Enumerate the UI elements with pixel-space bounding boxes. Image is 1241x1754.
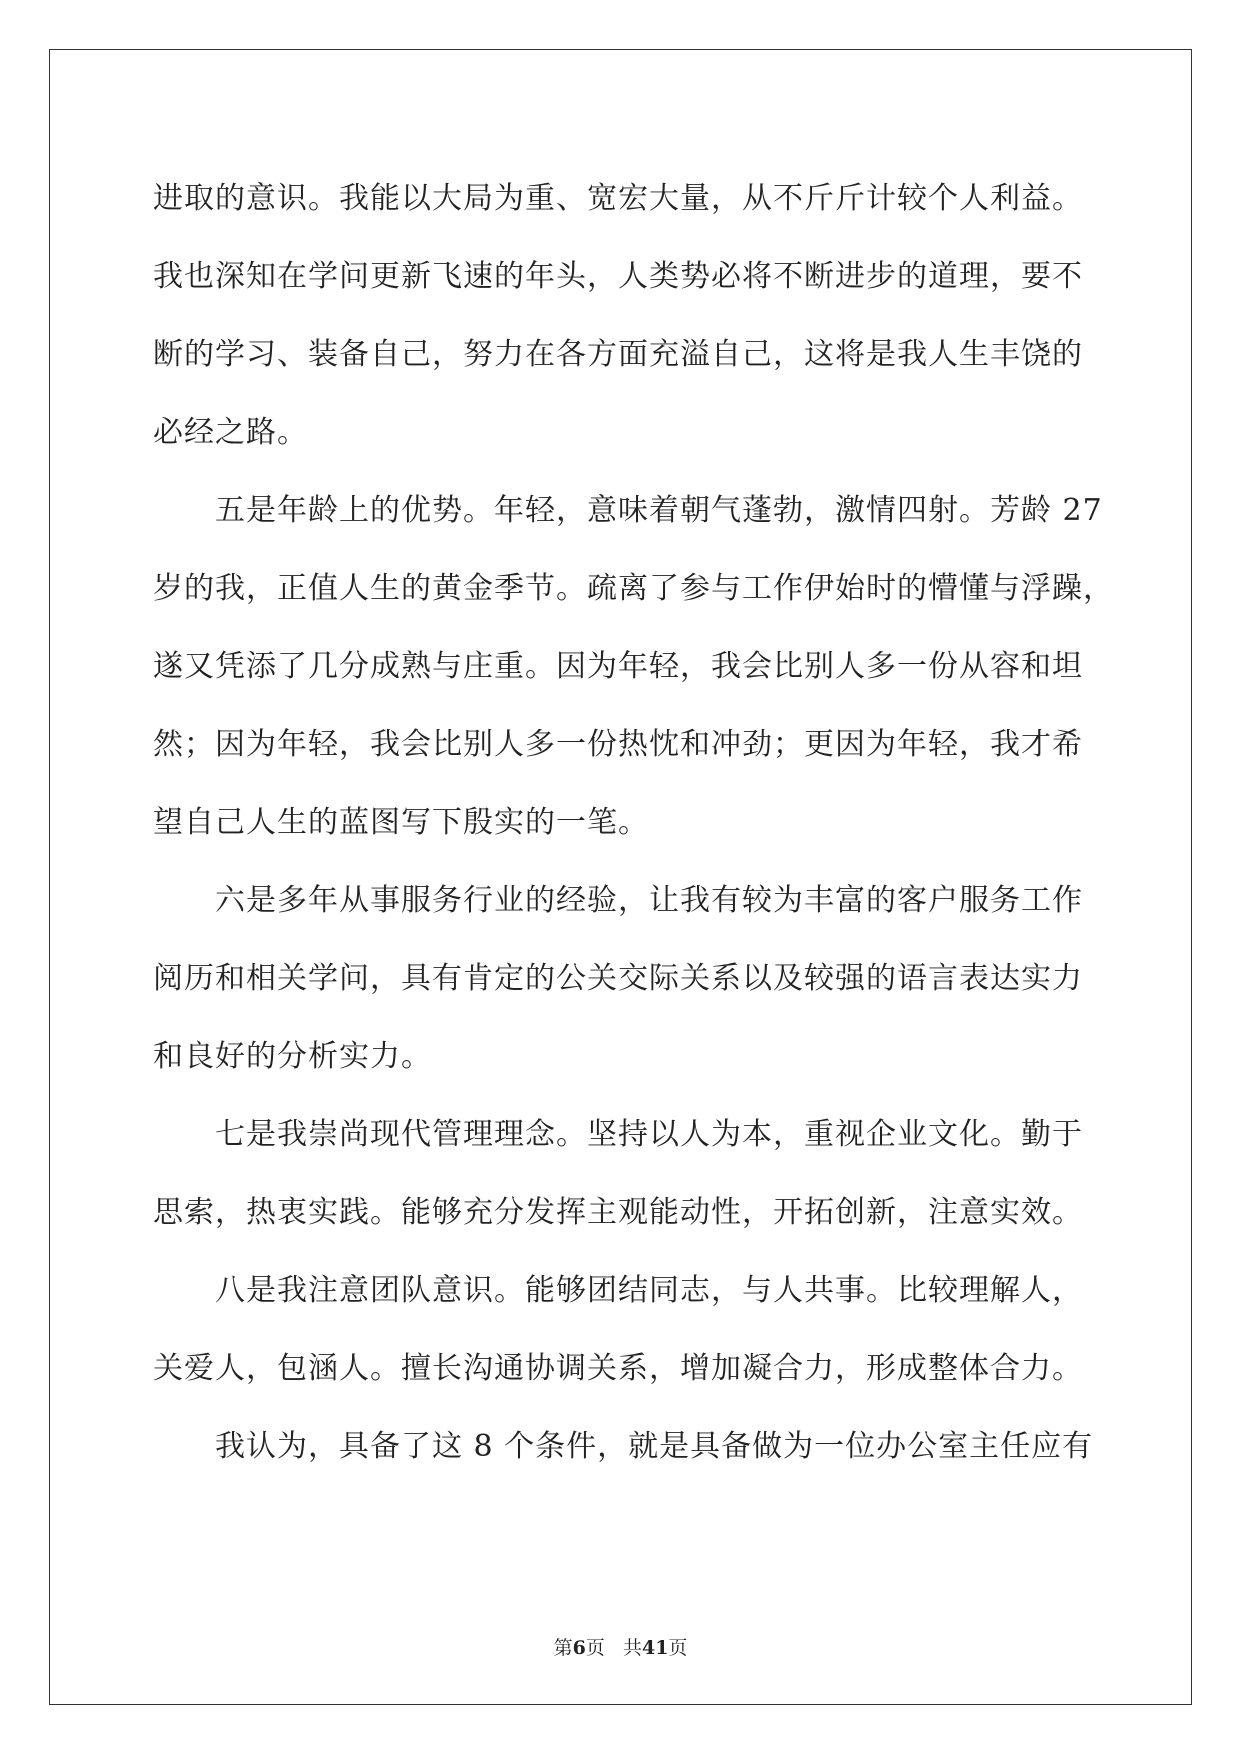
paragraph-5 [153, 1252, 1091, 1408]
text-line: 思索，热衷实践。能够充分发挥主观能动性，开拓创新，注意实效。 [153, 1195, 1083, 1230]
text-line: 我认为，具备了这 8 个条件，就是具备做为一位办公室主任应有 [215, 1429, 1094, 1464]
text-line: 望自己人生的蓝图写下殷实的一笔。 [153, 805, 649, 840]
paragraph-2 [153, 472, 1114, 862]
total-page-count: 41 [641, 1637, 669, 1659]
text-line: 五是年龄上的优势。年轻，意味着朝气蓬勃，激情四射。芳龄 27 [215, 493, 1103, 528]
document-body [153, 160, 1114, 1486]
text-line: 遂又凭添了几分成熟与庄重。因为年轻，我会比别人多一份从容和坦 [153, 649, 1083, 684]
footer-total-suffix: 页 [668, 1637, 688, 1659]
text-line: 关爱人，包涵人。擅长沟通协调关系，增加凝合力，形成整体合力。 [153, 1351, 1083, 1386]
text-line: 然；因为年轻，我会比别人多一份热忱和冲劲；更因为年轻，我才希 [153, 727, 1083, 762]
text-line: 和良好的分析实力。 [153, 1039, 432, 1074]
text-line: 八是我注意团队意识。能够团结同志，与人共事。比较理解人， [215, 1273, 1083, 1308]
text-line: 进取的意识。我能以大局为重、宽宏大量，从不斤斤计较个人利益。 [153, 181, 1083, 216]
text-line: 阅历和相关学问，具有肯定的公关交际关系以及较强的语言表达实力 [153, 961, 1083, 996]
page-footer [0, 1633, 1241, 1660]
text-line: 六是多年从事服务行业的经验，让我有较为丰富的客户服务工作 [215, 883, 1083, 918]
paragraph-1 [153, 160, 1091, 472]
paragraph-6 [153, 1408, 1094, 1486]
text-line: 必经之路。 [153, 415, 308, 450]
paragraph-4 [153, 1096, 1091, 1252]
text-line: 我也深知在学问更新飞速的年头，人类势必将不断进步的道理，要不 [153, 259, 1083, 294]
footer-total-prefix: 共 [622, 1637, 642, 1659]
current-page-number: 6 [572, 1637, 586, 1659]
text-line: 七是我崇尚现代管理理念。坚持以人为本，重视企业文化。勤于 [215, 1117, 1083, 1152]
text-line: 断的学习、装备自己，努力在各方面充溢自己，这将是我人生丰饶的 [153, 337, 1083, 372]
text-line: 岁的我，正值人生的黄金季节。疏离了参与工作伊始时的懵懂与浮躁， [153, 571, 1114, 606]
footer-prefix: 第 [553, 1637, 573, 1659]
footer-page-suffix: 页 [585, 1637, 605, 1659]
paragraph-3 [153, 862, 1091, 1096]
